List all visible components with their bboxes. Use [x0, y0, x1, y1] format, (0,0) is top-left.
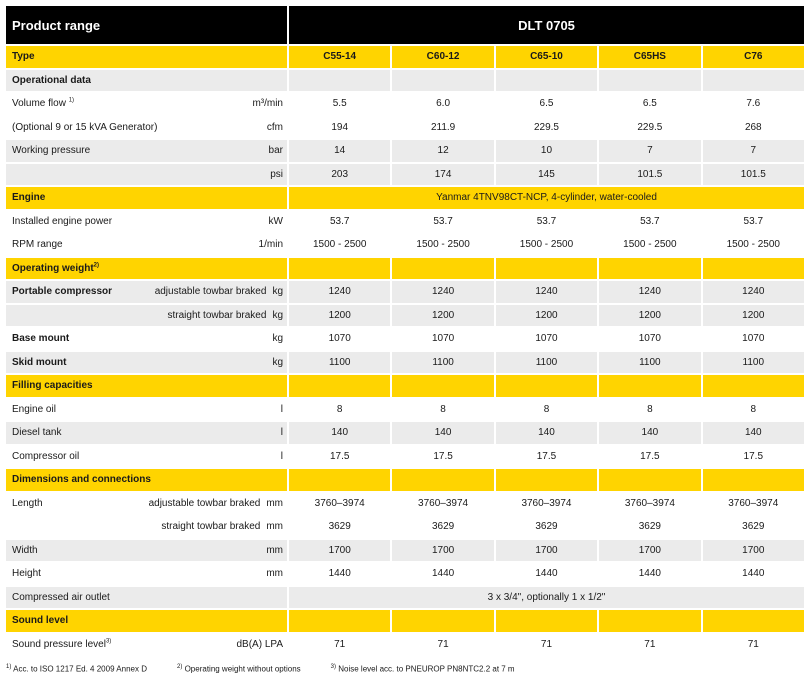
cell: 3760–3974	[392, 493, 493, 515]
table-row	[6, 164, 804, 186]
cell: 7	[703, 140, 804, 162]
row-unit: kg	[272, 333, 283, 345]
cell: 3760–3974	[289, 493, 390, 515]
table-row	[6, 422, 804, 444]
cell: 1440	[392, 563, 493, 585]
cell: 8	[392, 399, 493, 421]
cell: 17.5	[703, 446, 804, 468]
row-unit: l	[280, 450, 283, 462]
row-label: Working pressure	[12, 145, 91, 157]
section-engine	[6, 187, 804, 209]
section-label: Operating weight	[12, 262, 94, 274]
table-row	[6, 305, 804, 327]
row-label: Compressor oil	[12, 450, 80, 462]
table-row	[6, 93, 804, 115]
table-row	[6, 234, 804, 256]
cell: 1070	[289, 328, 390, 350]
row-label: Height	[12, 568, 41, 580]
cell: 211.9	[392, 117, 493, 139]
section-label: Dimensions and connections	[6, 469, 287, 491]
model-c55-14: C55-14	[289, 46, 390, 68]
cell: 1700	[496, 540, 597, 562]
cell: 3760–3974	[599, 493, 700, 515]
row-label: Base mount	[12, 333, 70, 345]
row-unit: mm	[266, 568, 283, 580]
row-unit: psi	[270, 168, 283, 180]
cell: 1200	[289, 305, 390, 327]
cell: 1100	[289, 352, 390, 374]
cell: 1100	[392, 352, 493, 374]
cell: 1500 - 2500	[496, 234, 597, 256]
table-row	[6, 634, 804, 656]
cell: 1700	[703, 540, 804, 562]
cell: 1100	[599, 352, 700, 374]
row-label: (Optional 9 or 15 kVA Generator)	[12, 121, 158, 133]
table-row	[6, 281, 804, 303]
cell: 145	[496, 164, 597, 186]
table-row	[6, 140, 804, 162]
table-row	[6, 563, 804, 585]
type-label: Type	[6, 46, 287, 68]
cell: 229.5	[599, 117, 700, 139]
footnote-ref: 2)	[93, 262, 100, 269]
cell: 140	[392, 422, 493, 444]
model-c65hs: C65HS	[599, 46, 700, 68]
cell: 17.5	[599, 446, 700, 468]
cell: 1100	[496, 352, 597, 374]
cell: 1500 - 2500	[599, 234, 700, 256]
cell: 1070	[392, 328, 493, 350]
cell: 17.5	[392, 446, 493, 468]
row-label: Installed engine power	[12, 215, 113, 227]
table-row	[6, 399, 804, 421]
title-row	[6, 6, 804, 44]
cell: 3629	[496, 516, 597, 538]
cell: 3629	[289, 516, 390, 538]
row-unit: cfm	[266, 121, 283, 133]
cell: 14	[289, 140, 390, 162]
row-label: Length	[12, 497, 43, 509]
cell: 1500 - 2500	[289, 234, 390, 256]
table-row	[6, 587, 804, 609]
row-unit: l	[280, 403, 283, 415]
cell: 8	[289, 399, 390, 421]
row-unit: l	[280, 427, 283, 439]
cell: 71	[392, 634, 493, 656]
footnotes	[6, 664, 515, 674]
cell: 1440	[289, 563, 390, 585]
cell: 1240	[496, 281, 597, 303]
row-sublabel: adjustable towbar braked	[154, 286, 267, 298]
cell: 6.5	[496, 93, 597, 115]
cell: 1440	[599, 563, 700, 585]
type-row	[6, 46, 804, 68]
cell: 8	[496, 399, 597, 421]
cell: 17.5	[289, 446, 390, 468]
cell: 268	[703, 117, 804, 139]
cell: 71	[289, 634, 390, 656]
air-outlet-value: 3 x 3/4", optionally 1 x 1/2"	[289, 587, 804, 609]
model-c60-12: C60-12	[392, 46, 493, 68]
cell: 1070	[496, 328, 597, 350]
cell: 1100	[703, 352, 804, 374]
cell: 6.5	[599, 93, 700, 115]
row-unit: bar	[268, 145, 283, 157]
table-row	[6, 328, 804, 350]
cell: 17.5	[496, 446, 597, 468]
cell: 53.7	[496, 211, 597, 233]
cell: 174	[392, 164, 493, 186]
table-title: Product range	[6, 6, 287, 44]
cell: 6.0	[392, 93, 493, 115]
row-label: Sound pressure level	[12, 638, 106, 650]
row-label: Width	[12, 544, 38, 556]
table-row	[6, 493, 804, 515]
row-unit: dB(A) LPA	[236, 638, 283, 650]
cell: 7	[599, 140, 700, 162]
row-unit: kg	[272, 286, 283, 298]
cell: 229.5	[496, 117, 597, 139]
row-label: Compressed air outlet	[6, 587, 287, 609]
table-row	[6, 446, 804, 468]
engine-description: Yanmar 4TNV98CT-NCP, 4-cylinder, water-cooled	[289, 187, 804, 209]
row-unit: mm	[266, 497, 283, 509]
table-row	[6, 540, 804, 562]
cell: 140	[703, 422, 804, 444]
cell: 140	[289, 422, 390, 444]
cell: 53.7	[599, 211, 700, 233]
cell: 3760–3974	[496, 493, 597, 515]
row-unit: kg	[272, 309, 283, 321]
cell: 7.6	[703, 93, 804, 115]
cell: 3629	[599, 516, 700, 538]
row-unit: kg	[272, 356, 283, 368]
row-label: Diesel tank	[12, 427, 62, 439]
model-group-title: DLT 0705	[289, 6, 804, 44]
model-c65-10: C65-10	[496, 46, 597, 68]
footnote-ref: 1)	[68, 97, 75, 104]
row-unit: m³/min	[252, 98, 283, 110]
cell: 71	[496, 634, 597, 656]
spec-table	[4, 4, 806, 657]
cell: 1700	[599, 540, 700, 562]
cell: 1240	[289, 281, 390, 303]
row-unit: kW	[268, 215, 283, 227]
table-row	[6, 117, 804, 139]
section-sound	[6, 610, 804, 632]
section-label: Engine	[6, 187, 287, 209]
footnote-2: $^{2)}$ Operating weight without options	[177, 664, 301, 674]
cell: 140	[496, 422, 597, 444]
cell: 1700	[392, 540, 493, 562]
cell: 3760–3974	[703, 493, 804, 515]
row-unit: mm	[266, 521, 283, 533]
cell: 8	[599, 399, 700, 421]
row-label: Volume flow	[12, 98, 66, 110]
footnote-ref: 3)	[105, 638, 112, 645]
footnote-1: $^{1)}$ Acc. to ISO 1217 Ed. 4 2009 Annex D	[6, 664, 147, 674]
cell: 1070	[703, 328, 804, 350]
cell: 1070	[599, 328, 700, 350]
cell: 53.7	[289, 211, 390, 233]
table-row	[6, 516, 804, 538]
cell: 1500 - 2500	[703, 234, 804, 256]
table-row	[6, 352, 804, 374]
cell: 203	[289, 164, 390, 186]
cell: 101.5	[599, 164, 700, 186]
cell: 71	[703, 634, 804, 656]
row-sublabel: adjustable towbar braked	[148, 497, 261, 509]
row-sublabel: straight towbar braked	[161, 521, 261, 533]
section-label: Sound level	[6, 610, 287, 632]
cell: 71	[599, 634, 700, 656]
cell: 8	[703, 399, 804, 421]
cell: 101.5	[703, 164, 804, 186]
cell: 3629	[703, 516, 804, 538]
cell: 1200	[392, 305, 493, 327]
cell: 1240	[599, 281, 700, 303]
cell: 1700	[289, 540, 390, 562]
cell: 1440	[496, 563, 597, 585]
cell: 1200	[599, 305, 700, 327]
cell: 53.7	[703, 211, 804, 233]
model-c76: C76	[703, 46, 804, 68]
cell: 1240	[392, 281, 493, 303]
cell: 1200	[703, 305, 804, 327]
section-filling	[6, 375, 804, 397]
row-sublabel: straight towbar braked	[167, 309, 267, 321]
cell: 140	[599, 422, 700, 444]
cell: 1440	[703, 563, 804, 585]
section-label: Filling capacities	[6, 375, 287, 397]
row-label: RPM range	[12, 239, 63, 251]
row-unit: mm	[266, 544, 283, 556]
cell: 5.5	[289, 93, 390, 115]
cell: 1200	[496, 305, 597, 327]
section-dimensions	[6, 469, 804, 491]
section-weight	[6, 258, 804, 280]
cell: 53.7	[392, 211, 493, 233]
cell: 1500 - 2500	[392, 234, 493, 256]
cell: 1240	[703, 281, 804, 303]
row-unit: 1/min	[258, 239, 283, 251]
cell: 3629	[392, 516, 493, 538]
section-operational	[6, 70, 804, 92]
footnote-3: $^{3)}$ Noise level acc. to PNEUROP PN8NTC2.2 at 7 m	[330, 664, 515, 674]
row-label: Skid mount	[12, 356, 67, 368]
cell: 194	[289, 117, 390, 139]
row-label: Portable compressor	[12, 286, 113, 298]
cell: 12	[392, 140, 493, 162]
row-label: Engine oil	[12, 403, 56, 415]
table-row	[6, 211, 804, 233]
cell: 10	[496, 140, 597, 162]
section-label: Operational data	[6, 70, 287, 92]
